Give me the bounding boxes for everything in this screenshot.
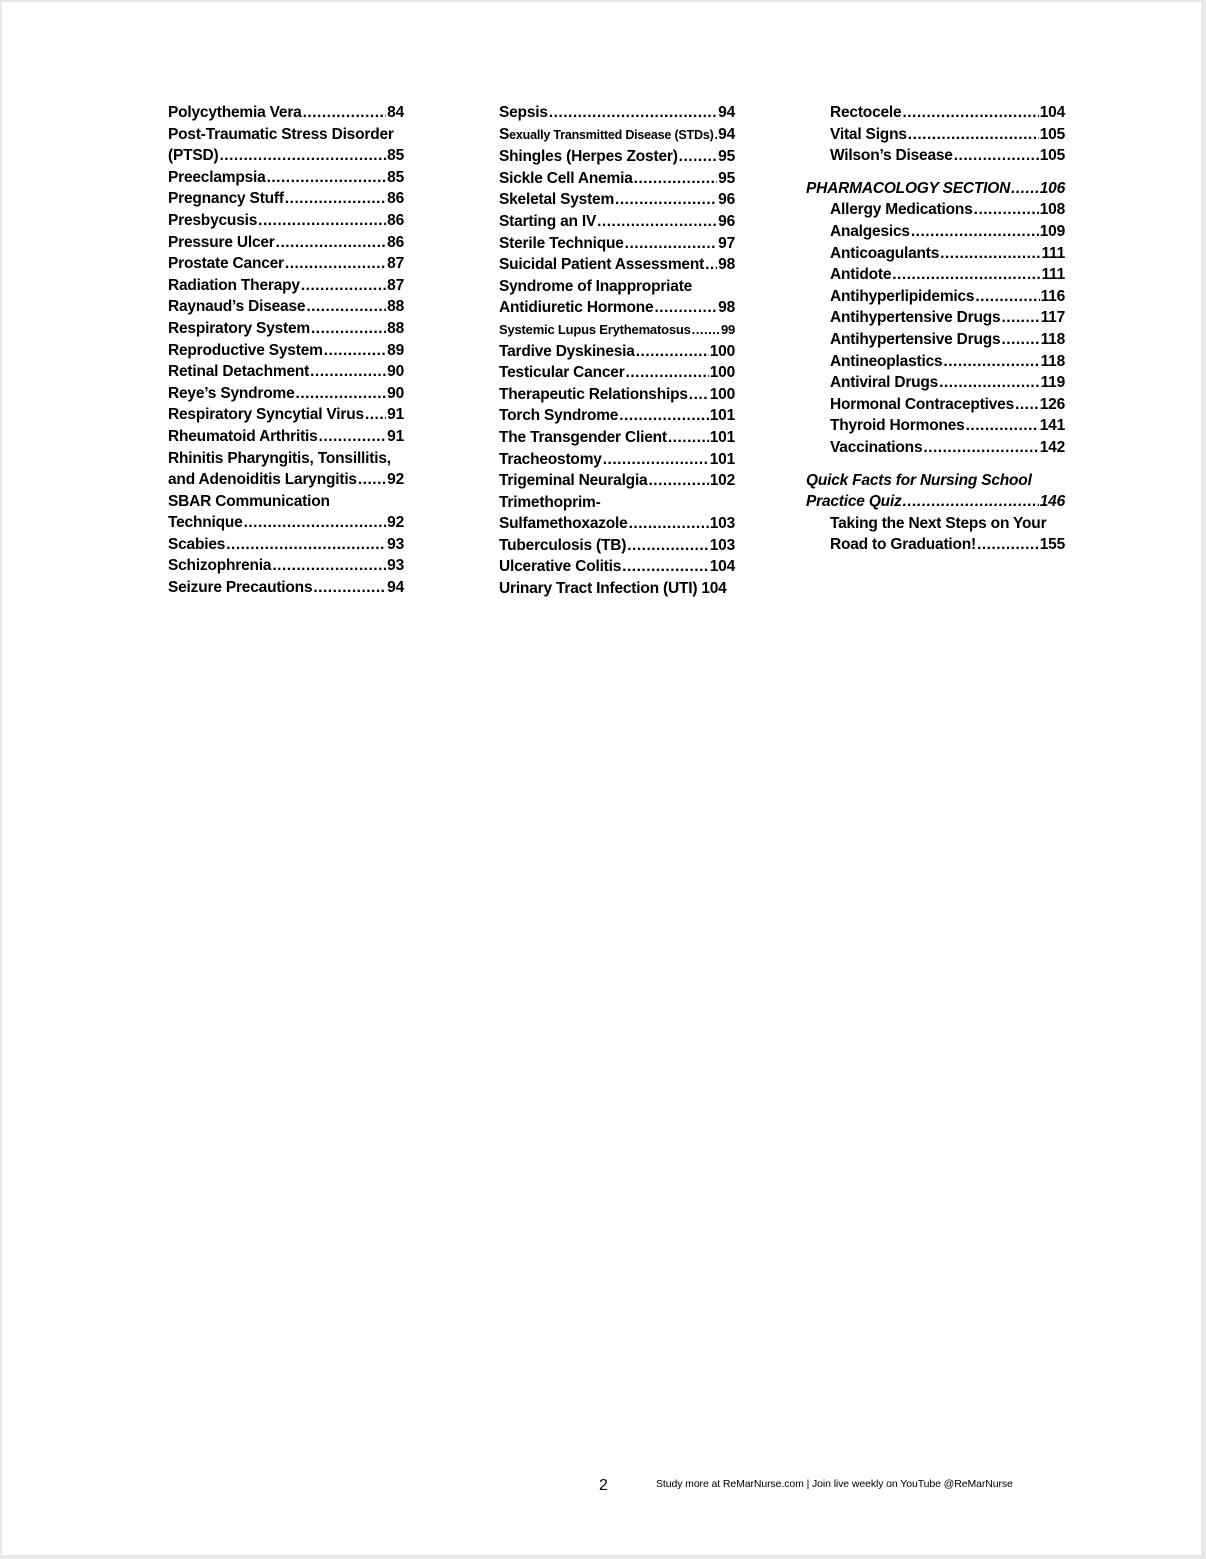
leader-dots: [1001, 329, 1039, 351]
toc-entry[interactable]: [806, 307, 1065, 329]
section-page: 146: [1039, 493, 1065, 511]
entry-page: 109: [1039, 222, 1065, 240]
leader-dots: [923, 437, 1038, 459]
entry-label: Taking the Next Steps on Your: [830, 514, 1047, 532]
entry-page: 93: [387, 557, 404, 575]
entry-page: 118: [1040, 330, 1065, 348]
entry-page: 104: [701, 580, 727, 598]
entry-page: 101: [709, 428, 735, 446]
toc-entry[interactable]: [499, 405, 735, 427]
entry-page: 100: [709, 385, 735, 403]
entry-page: 96: [718, 191, 735, 209]
entry-label: Torch Syndrome: [499, 407, 619, 425]
leader-dots: [943, 351, 1039, 373]
leader-dots: [272, 555, 386, 577]
entry-page: 90: [387, 363, 404, 381]
entry-label: Trigeminal Neuralgia: [499, 472, 648, 490]
entry-page: 111: [1041, 266, 1065, 284]
toc-entry[interactable]: [168, 491, 404, 513]
leader-dots: [285, 253, 386, 275]
entry-label: Shingles (Herpes Zoster): [499, 148, 678, 166]
leader-dots: [975, 286, 1039, 308]
entry-page: 99: [720, 321, 735, 337]
toc-entry[interactable]: [499, 470, 735, 492]
document-page: [2, 2, 1201, 1555]
entry-label-rest: exually Transmitted Disease (STDs): [509, 127, 714, 142]
entry-label: Trimethoprim-: [499, 493, 601, 511]
leader-dots: [1001, 307, 1039, 329]
leader-dots: [634, 168, 717, 190]
entry-label: Allergy Medications: [830, 201, 973, 219]
entry-label: [499, 124, 714, 147]
entry-page: 88: [387, 298, 404, 316]
leader-dots: [974, 199, 1039, 221]
toc-entry[interactable]: [168, 512, 404, 534]
entry-label: Reye’s Syndrome: [168, 384, 295, 402]
toc-entry[interactable]: [806, 329, 1065, 351]
leader-dots: [244, 512, 387, 534]
leader-dots: [692, 319, 720, 341]
toc-entry[interactable]: [499, 297, 735, 319]
entry-label: Tardive Dyskinesia: [499, 342, 635, 360]
leader-dots: [258, 210, 386, 232]
leader-dots: [977, 534, 1039, 556]
entry-label: Urinary Tract Infection (UTI): [499, 580, 698, 598]
toc-entry[interactable]: [168, 577, 404, 599]
toc-entry[interactable]: [806, 145, 1065, 167]
toc-entry[interactable]: [499, 189, 735, 211]
section-label: Quick Facts for Nursing School: [806, 471, 1032, 489]
toc-column-2: [499, 102, 735, 600]
leader-dots: [626, 362, 709, 384]
entry-label: Thyroid Hormones: [830, 417, 965, 435]
entry-label: Preeclampsia: [168, 168, 266, 186]
toc-entry[interactable]: [499, 146, 735, 168]
entry-label: Road to Graduation!: [830, 536, 977, 554]
entry-label: Post-Traumatic Stress Disorder: [168, 125, 394, 143]
leader-dots: [668, 427, 709, 449]
entry-page: 117: [1040, 309, 1065, 327]
toc-entry[interactable]: [168, 318, 404, 340]
entry-page: 101: [709, 450, 735, 468]
leader-dots: [306, 296, 386, 318]
entry-label: Reproductive System: [168, 341, 323, 359]
toc-entry[interactable]: [499, 341, 735, 363]
toc-column-1: [168, 102, 404, 599]
section-label: Practice Quiz: [806, 493, 902, 511]
toc-entry[interactable]: [806, 372, 1065, 394]
toc-entry[interactable]: [499, 384, 735, 406]
leader-dots: [619, 405, 709, 427]
toc-entry[interactable]: [168, 383, 404, 405]
toc-entry[interactable]: [806, 351, 1065, 373]
entry-label: Seizure Precautions: [168, 579, 313, 597]
entry-page: 116: [1040, 287, 1065, 305]
leader-dots: [625, 233, 718, 255]
entry-page: 94: [718, 104, 735, 121]
entry-label: Technique: [168, 514, 243, 532]
entry-page: 91: [387, 406, 404, 424]
entry-label: Pressure Ulcer: [168, 233, 275, 251]
entry-page: 96: [718, 212, 735, 230]
toc-entry[interactable]: [168, 102, 404, 124]
leader-dots: [715, 125, 718, 147]
toc-column-3: [806, 102, 1065, 556]
entry-label-initial: S: [499, 125, 510, 143]
entry-label: Scabies: [168, 535, 226, 553]
leader-dots: [940, 243, 1040, 265]
entry-page: 86: [387, 233, 404, 251]
entry-page: 86: [387, 190, 404, 208]
entry-label: Radiation Therapy: [168, 276, 300, 294]
entry-label: Wilson’s Disease: [830, 147, 953, 165]
leader-dots: [310, 361, 386, 383]
toc-entry[interactable]: [168, 534, 404, 556]
toc-entry[interactable]: [499, 276, 735, 298]
entry-label: Rectocele: [830, 104, 902, 121]
toc-entry[interactable]: [499, 427, 735, 449]
footer-text: Study more at ReMarNurse.com | Join live weekly on YouTube @ReMarNurse: [656, 1478, 1013, 1490]
entry-label: Antihypertensive Drugs: [830, 330, 1001, 348]
entry-page: 104: [709, 558, 735, 576]
entry-label: Rhinitis Pharyngitis, Tonsillitis,: [168, 449, 391, 467]
entry-page: 94: [718, 125, 735, 143]
leader-dots: [267, 167, 387, 189]
entry-label: Polycythemia Vera: [168, 104, 302, 121]
entry-page: 142: [1039, 438, 1065, 456]
leader-dots: [1015, 394, 1039, 416]
toc-entry[interactable]: [499, 124, 735, 147]
entry-page: 100: [709, 364, 735, 382]
entry-label: Skeletal System: [499, 191, 615, 209]
toc-entry[interactable]: [168, 426, 404, 448]
entry-label: Anticoagulants: [830, 244, 940, 262]
leader-dots: [319, 426, 387, 448]
toc-entry[interactable]: [499, 449, 735, 471]
entry-page: 119: [1040, 374, 1065, 392]
leader-dots: [597, 211, 717, 233]
entry-label: and Adenoiditis Laryngitis: [168, 471, 357, 489]
entry-page: 101: [709, 407, 735, 425]
leader-dots: [903, 491, 1039, 513]
toc-entry[interactable]: [168, 167, 404, 189]
leader-dots: [636, 341, 709, 363]
toc-entry[interactable]: [499, 254, 735, 276]
toc-entry[interactable]: [499, 211, 735, 233]
toc-entry[interactable]: [168, 361, 404, 383]
entry-label: Antiviral Drugs: [830, 374, 939, 392]
entry-page: 126: [1039, 395, 1065, 413]
toc-entry[interactable]: [499, 319, 735, 341]
toc-entry[interactable]: [168, 469, 404, 491]
entry-label: The Transgender Client: [499, 428, 667, 446]
toc-entry[interactable]: [806, 534, 1065, 556]
entry-label: (PTSD): [168, 147, 219, 165]
entry-page: 92: [387, 471, 404, 489]
entry-label: Testicular Cancer: [499, 364, 625, 382]
leader-dots: [939, 372, 1039, 394]
leader-dots: [313, 577, 386, 599]
toc-section-quick-facts-cont[interactable]: [806, 491, 1065, 513]
toc-entry[interactable]: [168, 275, 404, 297]
toc-entry[interactable]: [168, 296, 404, 318]
entry-page: 92: [387, 514, 404, 532]
entry-label: Schizophrenia: [168, 557, 272, 575]
entry-page: 93: [387, 535, 404, 553]
entry-label: Hormonal Contraceptives: [830, 395, 1015, 413]
entry-label: Raynaud’s Disease: [168, 298, 306, 316]
entry-label: Tuberculosis (TB): [499, 536, 627, 554]
toc-entry[interactable]: [806, 199, 1065, 221]
leader-dots: [622, 556, 709, 578]
leader-dots: [549, 102, 717, 124]
entry-page: 98: [718, 299, 735, 317]
entry-page: 102: [709, 472, 735, 490]
toc-entry[interactable]: [806, 513, 1065, 535]
leader-dots: [358, 469, 386, 491]
entry-label: Pregnancy Stuff: [168, 190, 284, 208]
entry-label: Starting an IV: [499, 212, 597, 230]
entry-page: 88: [387, 319, 404, 337]
entry-page: 85: [387, 168, 404, 186]
entry-page: 95: [718, 169, 735, 187]
entry-label: Sulfamethoxazole: [499, 515, 628, 533]
toc-entry[interactable]: [806, 102, 1065, 124]
leader-dots: [689, 384, 709, 406]
leader-dots: [276, 232, 387, 254]
leader-dots: [615, 189, 717, 211]
toc-entry[interactable]: [499, 362, 735, 384]
toc-entry[interactable]: [168, 404, 404, 426]
entry-label: Vital Signs: [830, 125, 907, 143]
entry-page: 108: [1039, 201, 1065, 219]
toc-entry[interactable]: [168, 124, 404, 146]
leader-dots: [908, 124, 1039, 146]
entry-label: Vaccinations: [830, 438, 923, 456]
toc-entry[interactable]: [806, 415, 1065, 437]
entry-page: 105: [1039, 125, 1065, 143]
entry-page: 97: [718, 234, 735, 252]
entry-label: Antihyperlipidemics: [830, 287, 975, 305]
toc-entry[interactable]: [168, 340, 404, 362]
toc-entry[interactable]: [806, 394, 1065, 416]
entry-label: Antidiuretic Hormone: [499, 299, 654, 317]
leader-dots: [911, 221, 1039, 243]
entry-page: 87: [387, 276, 404, 294]
toc-entry[interactable]: [168, 253, 404, 275]
leader-dots: [303, 102, 387, 124]
entry-label: Sterile Technique: [499, 234, 624, 252]
leader-dots: [226, 534, 386, 556]
entry-label: Presbycusis: [168, 211, 258, 229]
leader-dots: [966, 415, 1039, 437]
entry-page: 90: [387, 384, 404, 402]
section-page: 106: [1039, 179, 1065, 197]
toc-entry[interactable]: [806, 286, 1065, 308]
section-label: PHARMACOLOGY SECTION: [806, 179, 1011, 197]
leader-dots: [324, 340, 386, 362]
leader-dots: [296, 383, 387, 405]
toc-entry[interactable]: [499, 513, 735, 535]
entry-page: 105: [1039, 147, 1065, 165]
toc-entry[interactable]: [499, 535, 735, 557]
entry-label: Sepsis: [499, 104, 548, 121]
entry-page: 103: [709, 515, 735, 533]
entry-label: Systemic Lupus Erythematosus: [499, 321, 691, 337]
entry-page: 100: [709, 342, 735, 360]
entry-label: SBAR Communication: [168, 492, 330, 510]
leader-dots: [1011, 178, 1039, 200]
leader-dots: [285, 188, 386, 210]
entry-label: Respiratory System: [168, 319, 310, 337]
entry-label: Antidote: [830, 266, 892, 284]
entry-page: 141: [1039, 417, 1065, 435]
entry-label: Analgesics: [830, 222, 910, 240]
entry-page: 94: [387, 579, 404, 597]
entry-label: Tracheostomy: [499, 450, 602, 468]
entry-page: 86: [387, 211, 404, 229]
leader-dots: [365, 404, 386, 426]
toc-entry[interactable]: [806, 124, 1065, 146]
entry-label: Prostate Cancer: [168, 255, 284, 273]
entry-label: Retinal Detachment: [168, 363, 310, 381]
entry-page: 85: [387, 147, 404, 165]
leader-dots: [648, 470, 708, 492]
toc-entry[interactable]: [806, 264, 1065, 286]
toc-entry[interactable]: [499, 578, 735, 600]
page-number: 2: [599, 1477, 608, 1494]
entry-label: Antihypertensive Drugs: [830, 309, 1001, 327]
toc-section-quick-facts[interactable]: [806, 470, 1065, 492]
entry-label: Sickle Cell Anemia: [499, 169, 633, 187]
leader-dots: [654, 297, 717, 319]
leader-dots: [603, 449, 709, 471]
entry-page: 95: [718, 148, 735, 166]
leader-dots: [705, 254, 717, 276]
leader-dots: [629, 513, 709, 535]
entry-page: 91: [387, 427, 404, 445]
toc-entry[interactable]: [499, 168, 735, 190]
toc-entry[interactable]: [806, 437, 1065, 459]
leader-dots: [301, 275, 386, 297]
entry-label: Respiratory Syncytial Virus: [168, 406, 364, 424]
leader-dots: [311, 318, 386, 340]
leader-dots: [679, 146, 717, 168]
leader-dots: [627, 535, 709, 557]
entry-label: Suicidal Patient Assessment: [499, 256, 705, 274]
entry-label: Rheumatoid Arthritis: [168, 427, 318, 445]
entry-label: Syndrome of Inappropriate: [499, 277, 693, 295]
toc-entry[interactable]: [499, 102, 735, 124]
toc-entry[interactable]: [806, 243, 1065, 265]
entry-page: 155: [1039, 536, 1065, 554]
toc-entry[interactable]: [168, 210, 404, 232]
entry-label: Antineoplastics: [830, 352, 943, 370]
leader-dots: [219, 145, 386, 167]
leader-dots: [892, 264, 1040, 286]
leader-dots: [902, 102, 1038, 124]
toc-entry[interactable]: [499, 492, 735, 514]
toc-entry[interactable]: [806, 221, 1065, 243]
entry-page: 98: [718, 256, 735, 274]
toc-entry[interactable]: [168, 555, 404, 577]
entry-page: 111: [1041, 244, 1065, 262]
entry-page: 103: [709, 536, 735, 554]
toc-entry[interactable]: [499, 233, 735, 255]
entry-page: 104: [1039, 104, 1065, 121]
toc-section-pharmacology[interactable]: [806, 178, 1065, 200]
entry-label: Therapeutic Relationships: [499, 385, 688, 403]
entry-label: Ulcerative Colitis: [499, 558, 622, 576]
toc-entry[interactable]: [168, 448, 404, 470]
entry-page: 87: [387, 255, 404, 273]
toc-entry[interactable]: [168, 145, 404, 167]
toc-entry[interactable]: [168, 188, 404, 210]
leader-dots: [954, 145, 1039, 167]
entry-page: 89: [387, 341, 404, 359]
toc-entry[interactable]: [168, 232, 404, 254]
entry-page: 84: [387, 104, 404, 121]
toc-entry[interactable]: [499, 556, 735, 578]
entry-page: 118: [1040, 352, 1065, 370]
